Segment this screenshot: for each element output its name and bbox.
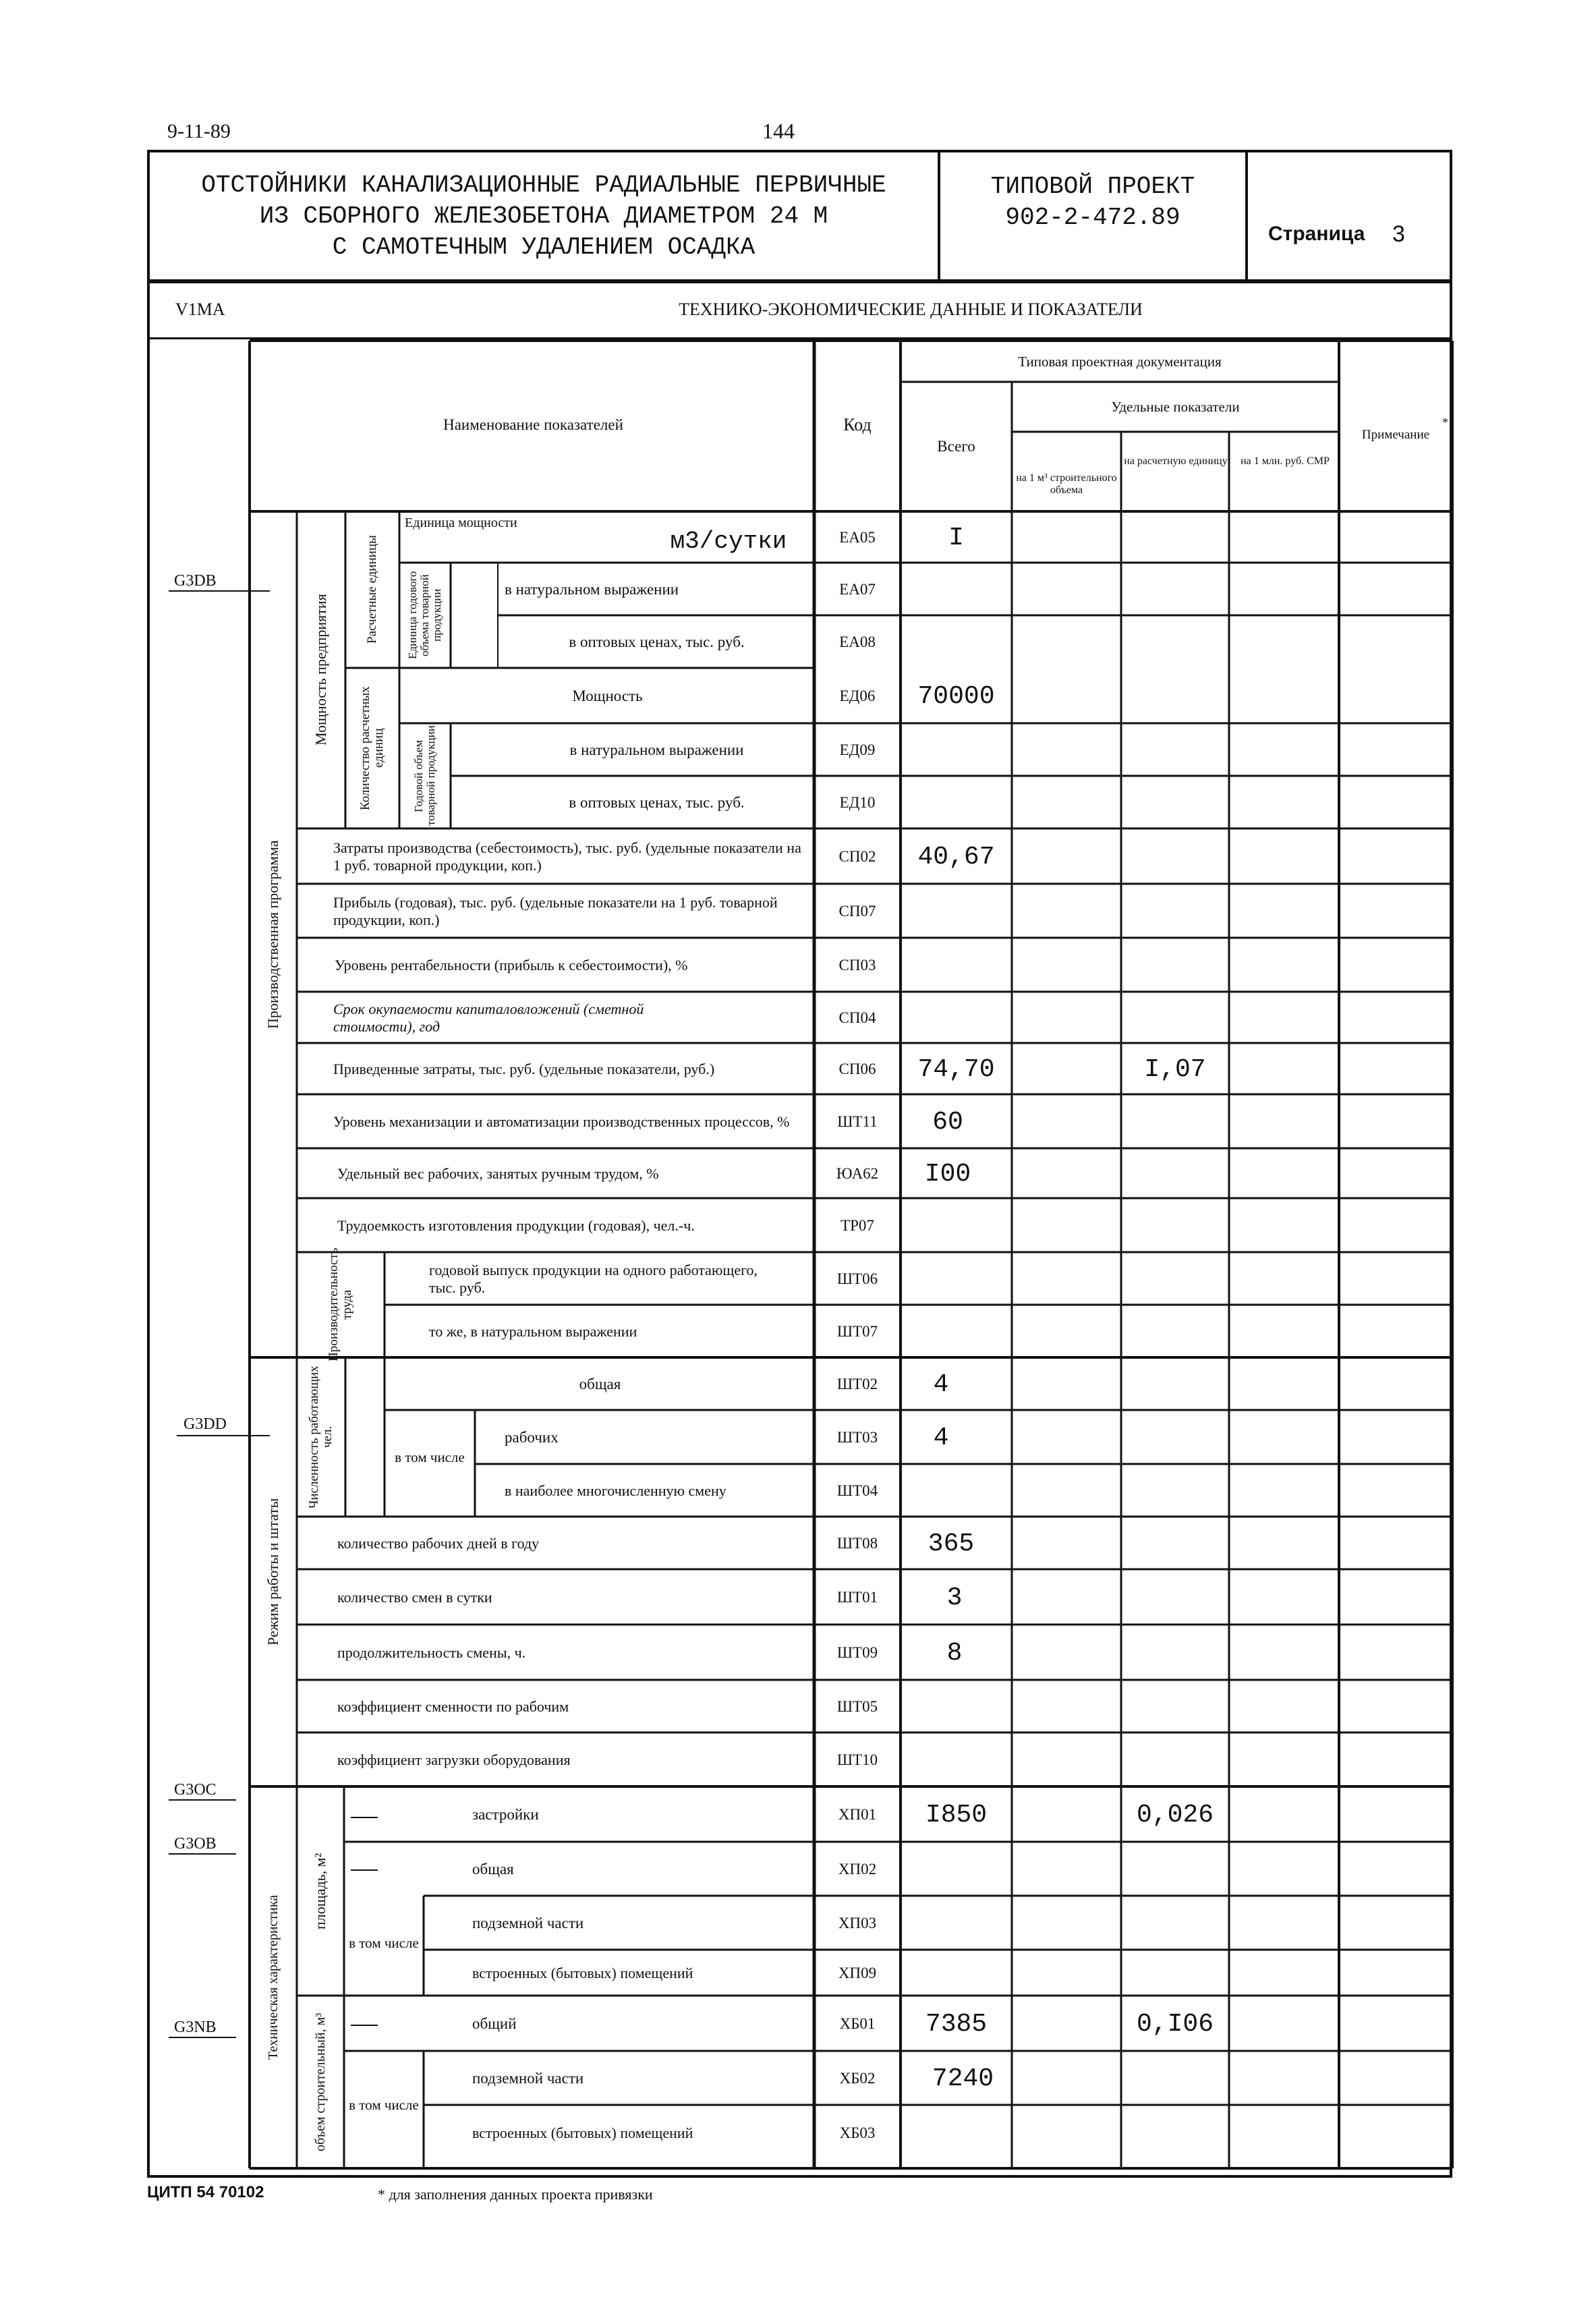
label-count-units: Количество расчетных единиц xyxy=(358,686,386,810)
row-sp07-code: СП07 xyxy=(838,903,876,920)
header-code: Код xyxy=(843,415,872,434)
row-hp02-name: общая xyxy=(472,1861,514,1878)
row-ea07-name: в натуральном выражении xyxy=(505,581,679,598)
row-ea07-code: ЕА07 xyxy=(839,581,876,598)
row-hp01-total: I850 xyxy=(925,1800,988,1830)
header-specific: Удельные показатели xyxy=(1111,399,1240,415)
footer-stamp: ЦИТП 54 70102 xyxy=(147,2183,264,2201)
row-sp06-name: Приведенные затраты, тыс. руб. (удельные показатели, руб.) xyxy=(333,1061,715,1077)
row-sht05-name: коэффициент сменности по рабочим xyxy=(337,1698,569,1715)
row-sht05-code: ШТ05 xyxy=(836,1698,878,1715)
row-hb02-code: ХБ02 xyxy=(839,2070,876,2087)
page-label: Страница xyxy=(1268,223,1365,245)
label-capacity: Мощность предприятия xyxy=(312,594,329,746)
document-code: 9-11-89 xyxy=(167,120,231,142)
label-unit-annual: Единица годового объема товарной продукции xyxy=(406,571,443,660)
row-ea05-code: ЕА05 xyxy=(839,529,876,546)
row-tr07-code: ТР07 xyxy=(840,1217,874,1234)
row-hb01-name: общий xyxy=(472,2015,517,2032)
row-sht06-name: годовой выпуск продукции на одного работающего, тыс. руб. xyxy=(429,1262,758,1296)
label-labour-productivity: Производительность труда xyxy=(326,1247,354,1362)
row-sht03-name: рабочих xyxy=(505,1429,559,1446)
label-calc-units: Расчетные единицы xyxy=(365,535,379,644)
row-sht10-code: ШТ10 xyxy=(836,1751,878,1768)
header-per-mln: на 1 млн. руб. СМР xyxy=(1241,455,1330,467)
row-ea08-name: в оптовых ценах, тыс. руб. xyxy=(569,633,745,650)
row-sht11-name: Уровень механизации и автоматизации производственных процессов, % xyxy=(333,1113,790,1130)
row-hp01-code: ХП01 xyxy=(838,1806,877,1823)
group-g3db: G3DB xyxy=(174,572,217,590)
row-hb03-name: встроенных (бытовых) помещений xyxy=(472,2124,693,2141)
row-hp01-per-unit: 0,026 xyxy=(1136,1800,1214,1830)
row-sht02-name: общая xyxy=(579,1376,621,1392)
row-sht03-total: 4 xyxy=(933,1423,949,1453)
row-ed09-code: ЕД09 xyxy=(839,741,876,758)
document-title: ОТСТОЙНИКИ КАНАЛИЗАЦИОННЫЕ РАДИАЛЬНЫЕ ПЕРВИЧНЫЕ ИЗ СБОРНОГО ЖЕЛЕЗОБЕТОНА ДИАМЕТРОМ 24 М С САМОТЕЧНЫМ УДАЛЕНИЕМ ОСАДКА xyxy=(201,171,886,261)
label-tech-char: Техническая характеристика xyxy=(266,1894,281,2060)
row-incl1: в том числе xyxy=(395,1449,465,1465)
label-volume: объем строительный, м³ xyxy=(313,2012,328,2151)
header-per-unit: на расчетную единицу xyxy=(1124,455,1228,467)
footer-note: * для заполнения данных проекта привязки xyxy=(378,2186,653,2203)
row-sht08-name: количество рабочих дней в году xyxy=(337,1535,540,1552)
page-number: 144 xyxy=(762,119,795,143)
row-hb01-per-unit: 0,I06 xyxy=(1136,2009,1214,2039)
row-ed06-total: 70000 xyxy=(917,681,995,711)
row-sht08-total: 365 xyxy=(928,1529,975,1558)
row-sp06-code: СП06 xyxy=(838,1061,876,1077)
row-sp04-name: Срок окупаемости капиталовложений (сметной стоимости), год xyxy=(333,1000,644,1035)
row-sp02-code: СП02 xyxy=(838,848,876,865)
row-hp09-name: встроенных (бытовых) помещений xyxy=(472,1965,693,1981)
row-sht04-code: ШТ04 xyxy=(836,1482,878,1499)
row-sht09-total: 8 xyxy=(946,1638,963,1668)
row-ed06-code: ЕД06 xyxy=(839,687,876,704)
row-incl2: в том числе xyxy=(349,1935,419,1951)
row-ea05-name: Единица мощности xyxy=(405,515,517,530)
row-sp03-code: СП03 xyxy=(838,957,876,974)
row-sp06-total: 74,70 xyxy=(917,1054,995,1084)
notes-mark: * xyxy=(1442,416,1448,429)
group-g3ob: G3OB xyxy=(174,1835,217,1853)
header-notes: Примечание xyxy=(1361,428,1430,442)
row-sht04-name: в наиболее многочисленную смену xyxy=(505,1482,726,1499)
row-sht11-code: ШТ11 xyxy=(837,1113,878,1130)
row-hp02-code: ХП02 xyxy=(838,1861,877,1878)
row-sht03-code: ШТ03 xyxy=(836,1429,878,1446)
section-code: V1MA xyxy=(175,300,225,319)
row-ua62-name: Удельный вес рабочих, занятых ручным трудом, % xyxy=(337,1165,659,1182)
row-sht09-name: продолжительность смены, ч. xyxy=(337,1644,526,1661)
project-number: ТИПОВОЙ ПРОЕКТ 902-2-472.89 xyxy=(990,173,1195,231)
row-ed10-code: ЕД10 xyxy=(839,794,876,811)
row-hp03-name: подземной части xyxy=(472,1915,584,1932)
row-sp03-name: Уровень рентабельности (прибыль к себестоимости), % xyxy=(335,957,688,974)
row-hb02-name: подземной части xyxy=(472,2070,584,2087)
row-sht06-code: ШТ06 xyxy=(836,1270,878,1287)
row-sht11-total: 60 xyxy=(932,1107,963,1137)
row-sp06-per-unit: I,07 xyxy=(1144,1054,1206,1084)
row-sht08-code: ШТ08 xyxy=(836,1535,878,1552)
row-sht01-total: 3 xyxy=(946,1583,963,1612)
label-work-mode: Режим работы и штаты xyxy=(264,1498,281,1646)
row-ua62-total: I00 xyxy=(924,1159,971,1189)
row-hb03-code: ХБ03 xyxy=(839,2124,876,2141)
label-area: площадь, м² xyxy=(312,1853,329,1929)
label-headcount: Численность работающих чел. xyxy=(307,1365,335,1509)
header-doc: Типовая проектная документация xyxy=(1018,354,1222,370)
label-production-program: Производственная программа xyxy=(264,840,281,1029)
label-annual-volume: Годовой объем товарной продукции xyxy=(412,725,437,826)
row-sht09-code: ШТ09 xyxy=(836,1644,878,1661)
group-g3dd: G3DD xyxy=(183,1415,227,1433)
row-ua62-code: ЮА62 xyxy=(836,1165,879,1182)
row-hp01-name: застройки xyxy=(472,1806,539,1823)
group-g3oc: G3OC xyxy=(174,1781,217,1799)
row-hb01-total: 7385 xyxy=(925,2009,988,2039)
row-hb01-code: ХБ01 xyxy=(839,2015,876,2032)
row-sht02-code: ШТ02 xyxy=(836,1376,878,1392)
row-sht10-name: коэффициент загрузки оборудования xyxy=(337,1751,571,1768)
group-g3nb: G3NB xyxy=(174,2019,217,2036)
row-ea05-total: I xyxy=(948,523,964,553)
row-ea08-code: ЕА08 xyxy=(839,633,876,650)
row-hp09-code: ХП09 xyxy=(838,1965,877,1981)
row-tr07-name: Трудоемкость изготовления продукции (годовая), чел.-ч. xyxy=(337,1217,695,1234)
row-hb02-total: 7240 xyxy=(932,2064,994,2093)
row-ea05-unit: м3/сутки xyxy=(670,527,787,555)
row-sht01-code: ШТ01 xyxy=(836,1589,878,1606)
row-sp07-name: Прибыль (годовая), тыс. руб. (удельные показатели на 1 руб. товарной продукции, коп.) xyxy=(333,894,778,928)
header-total: Всего xyxy=(937,438,975,455)
row-sp04-code: СП04 xyxy=(838,1009,876,1026)
row-sp02-name: Затраты производства (себестоимость), тыс. руб. (удельные показатели на 1 руб. товарной продукции, коп.) xyxy=(333,839,801,874)
section-title: ТЕХНИКО-ЭКОНОМИЧЕСКИЕ ДАННЫЕ И ПОКАЗАТЕЛИ xyxy=(679,300,1143,319)
row-ed10-name: в оптовых ценах, тыс. руб. xyxy=(569,794,745,811)
row-sp02-total: 40,67 xyxy=(917,842,995,872)
row-ed06-name: Мощность xyxy=(572,687,643,704)
row-sht07-code: ШТ07 xyxy=(836,1323,878,1340)
row-sht07-name: то же, в натуральном выражении xyxy=(429,1323,637,1340)
row-incl3: в том числе xyxy=(349,2097,419,2113)
row-sht01-name: количество смен в сутки xyxy=(337,1589,492,1606)
header-per-m3: на 1 м³ строительного объема xyxy=(1016,472,1117,496)
row-sht02-total: 4 xyxy=(933,1370,949,1399)
row-ed09-name: в натуральном выражении xyxy=(569,741,744,758)
row-hp03-code: ХП03 xyxy=(838,1915,877,1932)
page-value: 3 xyxy=(1392,221,1405,247)
header-name: Наименование показателей xyxy=(443,416,623,433)
